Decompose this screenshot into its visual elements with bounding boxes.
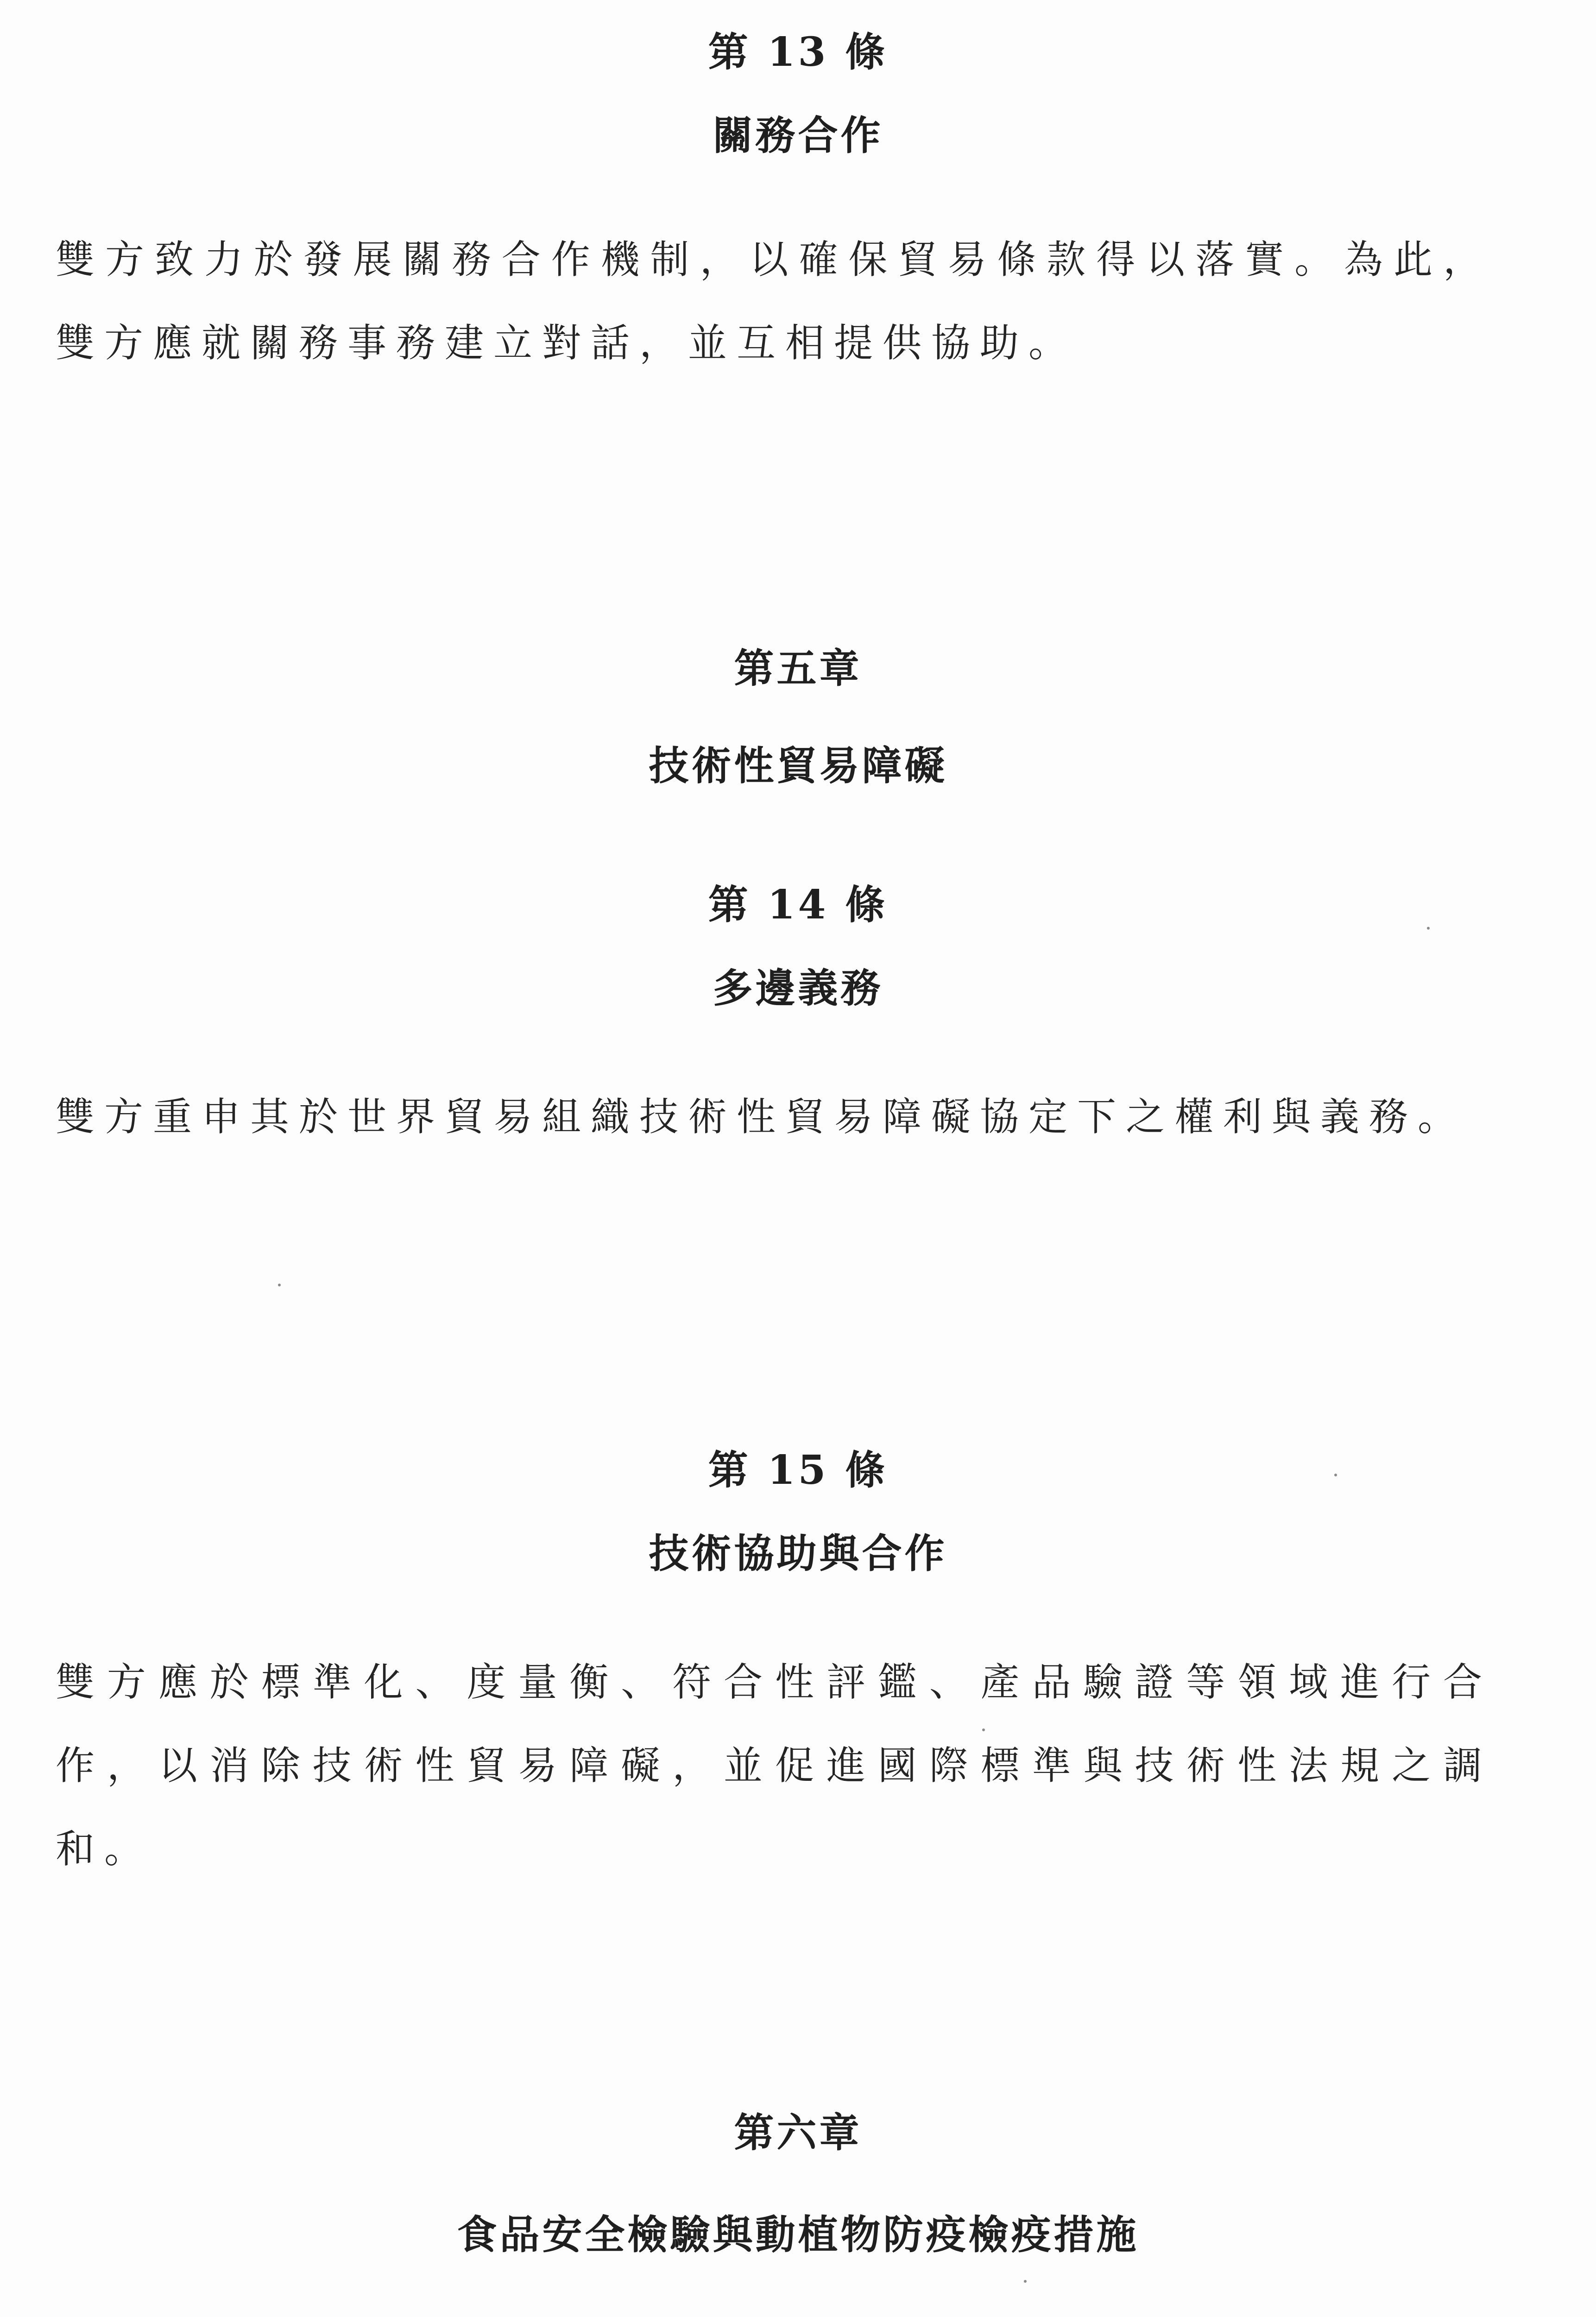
article-13-title: 關務合作 — [713, 112, 883, 159]
chapter-5-number: 第五章 — [734, 645, 862, 692]
scan-speck — [1427, 927, 1430, 930]
scan-speck — [278, 1284, 281, 1286]
article-13-body: 雙方致力於發展關務合作機制，以確保貿易條款得以落實。為此，雙方應就關務事務建立對話，並互相提供協助。 — [56, 237, 1492, 366]
article-14-number: 第 14 條 — [708, 881, 888, 928]
article-15-title: 技術協助與合作 — [649, 1530, 947, 1577]
chapter-6-number: 第六章 — [734, 2109, 862, 2156]
scan-speck — [982, 1728, 985, 1731]
article-13-number: 第 13 條 — [708, 29, 888, 76]
chapter-6-title: 食品安全檢驗與動植物防疫檢疫措施 — [457, 2211, 1139, 2258]
article-14-title: 多邊義務 — [713, 965, 883, 1012]
scan-speck — [1024, 2280, 1027, 2283]
article-14-body: 雙方重申其於世界貿易組織技術性貿易障礙協定下之權利與義務。 — [56, 1094, 1467, 1140]
chapter-5-title: 技術性貿易障礙 — [649, 742, 947, 789]
scan-speck — [1334, 1474, 1337, 1476]
article-15-body: 雙方應於標準化、度量衡、符合性評鑑、產品驗證等領域進行合作，以消除技術性貿易障礙，並促進國際標準與技術性法規之調和。 — [56, 1659, 1492, 1872]
article-15-number: 第 15 條 — [708, 1447, 888, 1494]
